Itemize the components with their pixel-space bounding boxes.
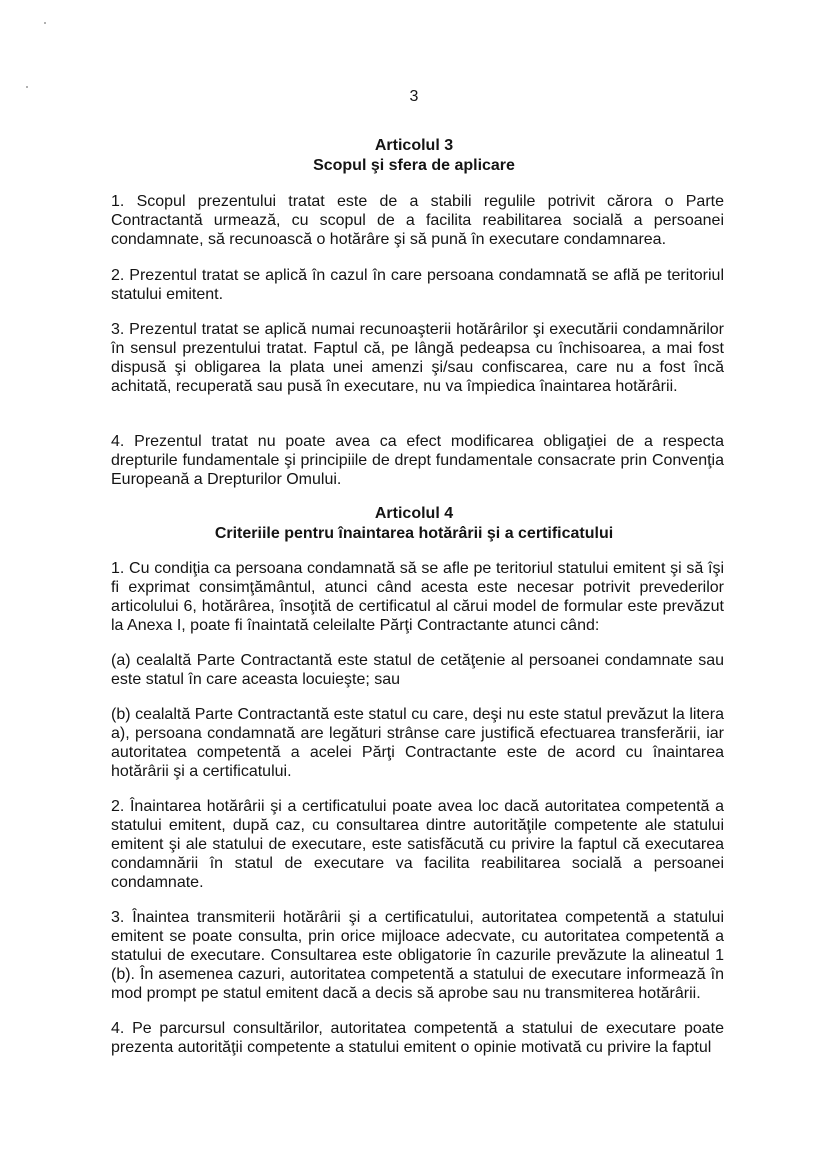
scan-speck [44,22,46,24]
article-4-paragraph-4: 4. Pe parcursul consultărilor, autoritatea competentă a statului de executare poate prezenta autorităţii competente a statului emitent o opinie motivată cu privire la faptul [111,1020,724,1056]
article-4-item-b: (b) cealaltă Parte Contractantă este statul cu care, deşi nu este statul prevăzut la litera a), persoana condamnată are legături strânse care justifică efectuarea transferării, iar autoritatea competentă a acelei Părţi Contractante este de acord cu înaintarea hotărârii şi a certificatului. [111,706,724,780]
article-3-subtitle: Scopul şi sfera de aplicare [313,157,515,174]
article-3-title: Articolul 3 [374,137,454,154]
article-4-item-a: (a) cealaltă Parte Contractantă este statul de cetăţenie al persoanei condamnate sau este statul în care aceasta locuieşte; sau [111,652,724,688]
page-number: 3 [409,88,419,105]
article-3-paragraph-2: 2. Prezentul tratat se aplică în cazul în care persoana condamnată se află pe teritoriul statului emitent. [111,267,724,303]
article-4-subtitle: Criteriile pentru înaintarea hotărârii şi a certificatului [214,525,614,542]
article-4-title: Articolul 4 [374,505,454,522]
article-3-paragraph-3: 3. Prezentul tratat se aplică numai recunoaşterii hotărârilor şi executării condamnărilor în sensul prezentului tratat. Faptul că, pe lângă pedeapsa cu închisoarea, a mai fost dispusă şi obligarea la plata unei amenzi şi/sau confiscarea, care nu a fost încă achitată, recuperată sau pusă în executare, nu va împiedica înaintarea hotărârii. [111,321,724,395]
article-3-paragraph-1: 1. Scopul prezentului tratat este de a stabili regulile potrivit cărora o Parte Contractantă urmează, cu scopul de a facilita reabilitarea socială a persoanei condamnate, să recunoască o hotărâre şi să pună în executare condamnarea. [111,193,724,248]
article-3-paragraph-4: 4. Prezentul tratat nu poate avea ca efect modificarea obligaţiei de a respecta drepturile fundamentale şi principiile de drept fundamentale consacrate prin Convenţia Europeană a Drepturilor Omului. [111,433,724,488]
article-4-paragraph-2: 2. Înaintarea hotărârii şi a certificatului poate avea loc dacă autoritatea competentă a statului emitent, după caz, cu consultarea dintre autorităţile competente ale statului emitent şi ale statului de executare, este satisfăcută cu privire la faptul că executarea condamnării în statul de executare va facilita reabilitarea socială a persoanei condamnate. [111,798,724,891]
article-4-paragraph-1: 1. Cu condiţia ca persoana condamnată să se afle pe teritoriul statului emitent şi să îşi fi exprimat consimţământul, atunci când acesta este necesar potrivit prevederilor articolului 6, hotărârea, însoţită de certificatul al cărui model de formular este prevăzut la Anexa I, poate fi înaintată celeilalte Părţi Contractante atunci când: [111,560,724,634]
article-4-paragraph-3: 3. Înaintea transmiterii hotărârii şi a certificatului, autoritatea competentă a statului emitent se poate consulta, prin orice mijloace adecvate, cu autoritatea competentă a statului de executare. Consultarea este obligatorie în cazurile prevăzute la alineatul 1 (b). În asemenea cazuri, autoritatea competentă a statului de executare informează în mod prompt pe statul emitent dacă a decis să aprobe sau nu transmiterea hotărârii. [111,909,724,1002]
